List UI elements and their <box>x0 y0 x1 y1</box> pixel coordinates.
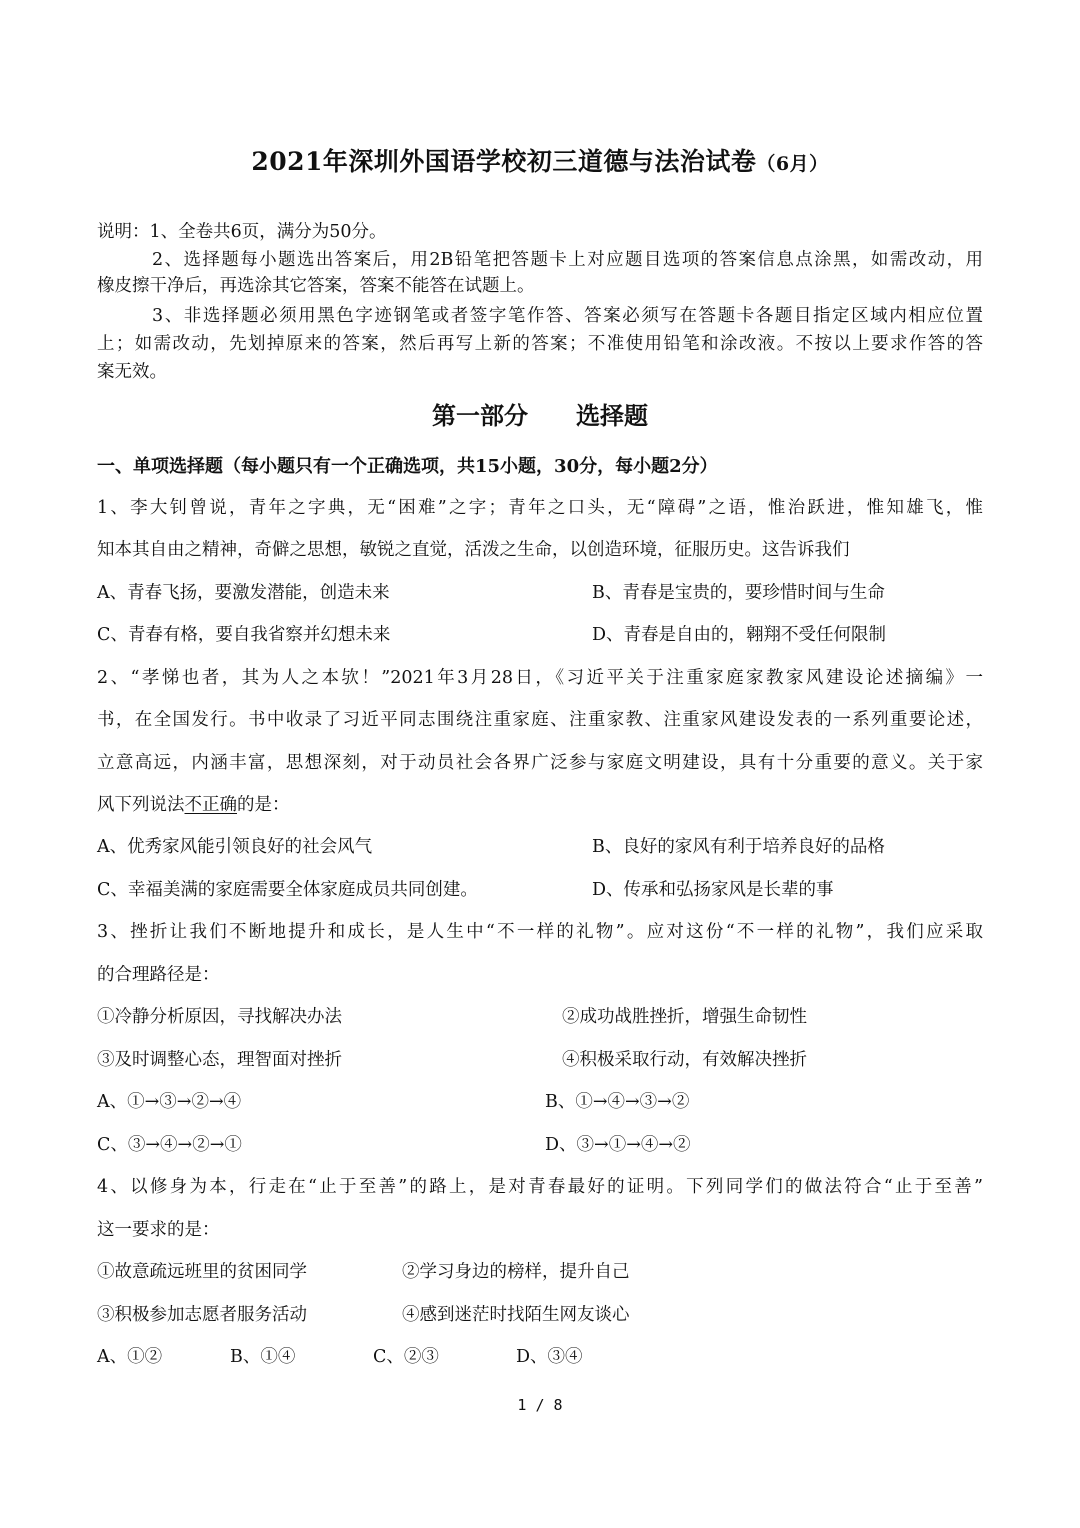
q4-statement-2: ②学习身边的榜样，提升自己 <box>402 1262 630 1282</box>
section-heading: 一、单项选择题（每小题只有一个正确选项，共15小题，30分，每小题2分） <box>97 456 718 477</box>
q4-option-a: A、①② <box>97 1347 163 1367</box>
q2-option-c: C、幸福美满的家庭需要全体家庭成员共同创建。 <box>97 880 478 900</box>
q1-option-a: A、青春飞扬，要激发潜能，创造未来 <box>97 583 390 603</box>
q4-option-c: C、②③ <box>373 1347 439 1367</box>
q4-stem-line-1: 4、以修身为本，行走在“止于至善”的路上，是对青春最好的证明。下列同学们的做法符合“止于至善” <box>97 1177 983 1197</box>
q3-statement-2: ②成功战胜挫折，增强生命韧性 <box>562 1007 807 1027</box>
q2-underlined-text: 不正确 <box>184 795 237 815</box>
q3-statement-4: ④积极采取行动，有效解决挫折 <box>562 1050 807 1070</box>
q2-option-a: A、优秀家风能引领良好的社会风气 <box>97 837 373 857</box>
section-part: 第一部分 <box>432 401 528 430</box>
section-title <box>0 396 1080 431</box>
instruction-line-6: 案无效。 <box>97 362 167 382</box>
instruction-line-2: 2、选择题每小题选出答案后，用2B铅笔把答题卡上对应题目选项的答案信息点涂黑，如需改动，用 <box>152 250 983 270</box>
q4-option-d: D、③④ <box>516 1347 583 1367</box>
q1-stem-line-1: 1、李大钊曾说，青年之字典，无“困难”之字；青年之口头，无“障碍”之语，惟治跃进，惟知雄飞，惟 <box>97 498 983 518</box>
q1-option-c: C、青春有格，要自我省察并幻想未来 <box>97 625 391 645</box>
section-name: 选择题 <box>576 401 648 430</box>
q4-statement-3: ③积极参加志愿者服务活动 <box>97 1305 307 1325</box>
instruction-line-4: 3、非选择题必须用黑色字迹钢笔或者签字笔作答、答案必须写在答题卡各题目指定区域内相应位置 <box>152 306 983 326</box>
q4-option-b: B、①④ <box>230 1347 296 1367</box>
q2-stem-line-4-post: 的是： <box>237 795 290 815</box>
q3-stem-line-1: 3、挫折让我们不断地提升和成长，是人生中“不一样的礼物”。应对这份“不一样的礼物”，我们应采取 <box>97 922 983 942</box>
q4-stem-line-2: 这一要求的是： <box>97 1220 220 1240</box>
q3-option-c: C、③→④→②→① <box>97 1135 242 1155</box>
exam-title-suffix: （6月） <box>756 153 829 175</box>
q3-stem-line-2: 的合理路径是： <box>97 965 220 985</box>
q3-option-d: D、③→①→④→② <box>545 1135 691 1155</box>
q2-option-d: D、传承和弘扬家风是长辈的事 <box>592 880 834 900</box>
exam-title <box>0 142 1080 178</box>
q2-stem-line-2: 书，在全国发行。书中收录了习近平同志围绕注重家庭、注重家教、注重家风建设发表的一系列重要论述， <box>97 710 983 730</box>
q2-stem-line-4 <box>97 791 290 816</box>
q3-option-b: B、①→④→③→② <box>545 1092 690 1112</box>
q3-statement-3: ③及时调整心态，理智面对挫折 <box>97 1050 342 1070</box>
q4-statement-1: ①故意疏远班里的贫困同学 <box>97 1262 307 1282</box>
instruction-line-5: 上；如需改动，先划掉原来的答案，然后再写上新的答案；不准使用铅笔和涂改液。不按以上要求作答的答 <box>97 334 983 354</box>
q4-statement-4: ④感到迷茫时找陌生网友谈心 <box>402 1305 630 1325</box>
q3-statement-1: ①冷静分析原因，寻找解决办法 <box>97 1007 342 1027</box>
instruction-line-1: 说明：1、全卷共6页，满分为50分。 <box>97 222 387 242</box>
exam-title-main: 2021年深圳外国语学校初三道德与法治试卷 <box>251 147 757 176</box>
q1-stem-line-2: 知本其自由之精神，奇僻之思想，敏锐之直觉，活泼之生命，以创造环境，征服历史。这告诉我们 <box>97 540 850 560</box>
q2-stem-line-1: 2、“孝悌也者，其为人之本欤！”2021年3月28日，《习近平关于注重家庭家教家风建设论述摘编》一 <box>97 668 983 688</box>
q2-stem-line-3: 立意高远，内涵丰富，思想深刻，对于动员社会各界广泛参与家庭文明建设，具有十分重要的意义。关于家 <box>97 753 983 773</box>
q2-option-b: B、良好的家风有利于培养良好的品格 <box>592 837 885 857</box>
q2-stem-line-4-pre: 风下列说法 <box>97 795 185 815</box>
q1-option-b: B、青春是宝贵的，要珍惜时间与生命 <box>592 583 885 603</box>
instruction-line-3: 橡皮擦干净后，再选涂其它答案，答案不能答在试题上。 <box>97 276 535 296</box>
q1-option-d: D、青春是自由的，翱翔不受任何限制 <box>592 625 887 645</box>
q3-option-a: A、①→③→②→④ <box>97 1092 242 1112</box>
page-number: 1 / 8 <box>517 1396 563 1414</box>
